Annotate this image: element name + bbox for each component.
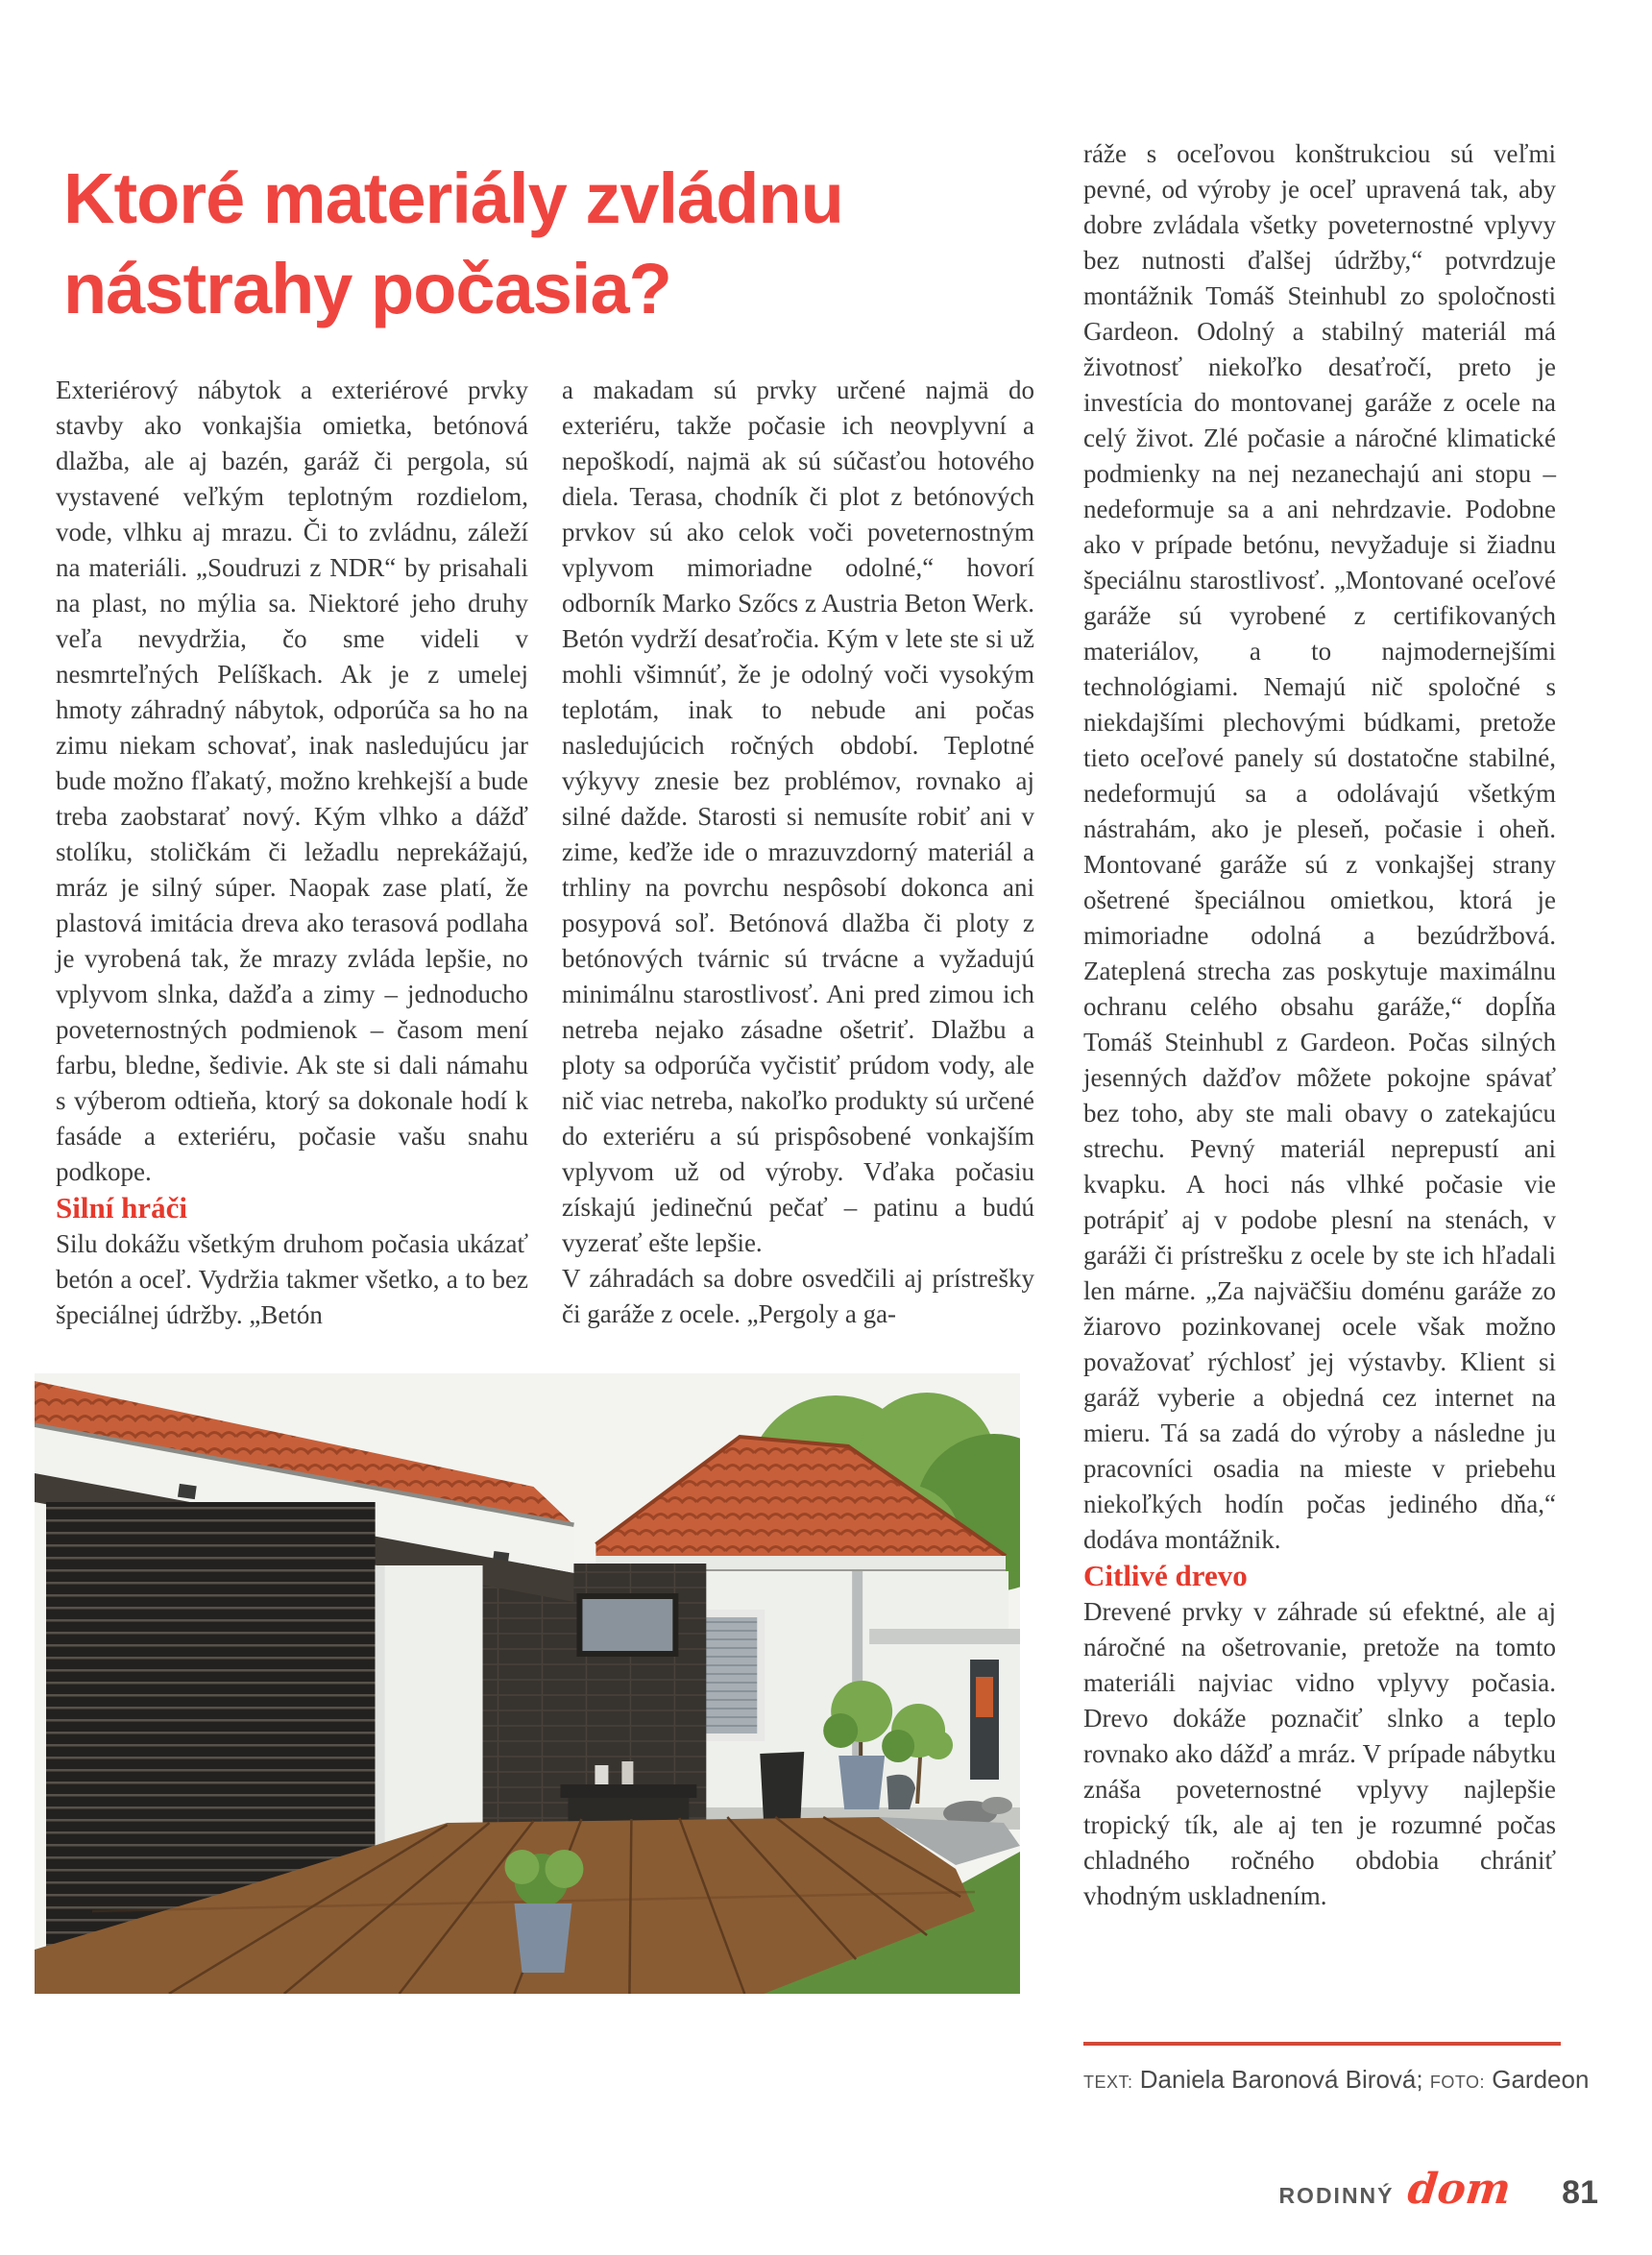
section-heading-silni-hraci: Silní hráči	[56, 1191, 187, 1224]
article-title	[63, 154, 1033, 334]
article-photo	[35, 1373, 1020, 1994]
credits-rule	[1083, 2042, 1561, 2046]
title-line-2: nástrahy počasia?	[63, 248, 671, 328]
body-paragraph: Silu dokážu všetkým druhom počasia ukázať betón a oceľ. Vydržia takmer všetko, a to bez špeciálnej údržby. „Betón	[56, 1229, 528, 1329]
rock	[982, 1797, 1012, 1814]
section-heading-citlive-drevo: Citlivé drevo	[1083, 1559, 1248, 1592]
plant-foliage	[505, 1850, 540, 1884]
tree-foliage	[882, 1730, 914, 1762]
credit-text-label: TEXT:	[1083, 2073, 1133, 2092]
fascia-vent	[178, 1484, 197, 1499]
magazine-footer	[1278, 2165, 1598, 2214]
column-3	[1083, 136, 1556, 1914]
credits	[1083, 2042, 1590, 2095]
plant-foliage	[545, 1850, 583, 1888]
column-2	[562, 373, 1034, 1332]
credit-text-value: Daniela Baronová Birová;	[1139, 2065, 1423, 2094]
cup	[621, 1761, 633, 1784]
plant-pot	[515, 1903, 572, 1973]
body-paragraph: Drevené prvky v záhrade sú efektné, ale aj náročné na ošetrovanie, pretože na tomto materiáli najviac vidno vplyvy počasia. Drevo dokáže poznačiť slnko a teplo rovnako ako dážď a mráz. V prípade nábytku znáša poveternostné vplyvy najlepšie tropický tík, ale aj ten je rozumné počas chladného ročného obdobia chrániť vhodným uskladnením.	[1083, 1597, 1556, 1910]
tree-foliage	[924, 1731, 953, 1759]
column-1	[56, 373, 528, 1333]
body-paragraph: a makadam sú prvky určené najmä do exteriéru, takže počasie ich neovplyvní a nepoškodí, najmä ak sú súčasťou hotového diela. Terasa, chodník či plot z betónových prvkov sú ako celok voči poveternostným vplyvom mimoriadne odolné,“ hovorí odborník Marko Szőcs z Austria Beton Werk. Betón vydrží desaťročia. Kým v lete ste si už mohli všimnúť, že je odolný voči vysokým teplotám, inak to nebude ani počas nasledujúcich ročných období. Teplotné výkyvy znesie bez problémov, rovnako aj silné dažde. Starosti si nemusíte robiť ani v zime, keďže ide o mrazuvzdorný materiál a trhliny na povrchu nespôsobí dokonca ani posypová soľ. Betónová dlažba či ploty z betónových tvárnic sú trvácne a vyžadujú minimálnu starostlivosť. Ani pred zimou ich netreba nejako zásadne ošetriť. Dlažbu a ploty sa odporúča vyčistiť prúdom vody, ale nič viac netreba, nakoľko produkty sú určené do exteriéru a sú prispôsobené vonkajším vplyvom už od výroby. Vďaka počasiu získajú jedinečnú pečať – patinu a budú vyzerať ešte lepšie.	[562, 376, 1034, 1257]
cup	[595, 1765, 608, 1784]
plant-foliage	[823, 1713, 858, 1748]
body-paragraph: ráže s oceľovou konštrukciou sú veľmi pevné, od výroby je oceľ upravená tak, aby dobre zvládala všetky poveternostné vplyvy bez nutnosti ďalšej údržby,“ potvrdzuje montážnik Tomáš Steinhubl zo spoločnosti Gardeon. Odolný a stabilný materiál má životnosť niekoľko desaťročí, preto je investícia do montovanej garáže z ocele na celý život. Zlé počasie a náročné klimatické podmienky na nej nezanechajú ani stopu – nedeformuje sa a ani nehrdzavie. Podobne ako v prípade betónu, nevyžaduje si žiadnu špeciálnu starostlivosť. „Montované oceľové garáže sú vyrobené z certifikovaných materiálov, a to najmodernejšími technológiami. Nemajú nič spoločné s niekdajšími plechovými búdkami, pretože tieto oceľové panely sú dostatočne stabilné, nedeformujú sa a odolávajú všetkým nástrahám, ako je pleseň, počasie i oheň. Montované garáže sú z vonkajšej strany ošetrené špeciálnou omietkou, ktorá je mimoriadne odolná a bezúdržbová. Zateplená strecha zas poskytuje maximálnu ochranu celého obsahu garáže,“ dopĺňa Tomáš Steinhubl z Gardeon. Počas silných jesenných dažďov môžete pokojne spávať bez toho, aby ste mali obavy o zatekajúcu strechu. Pevný materiál neprepustí ani kvapku. A hoci nás vlhké počasie vie potrápiť aj v podobe plesní na stenách, v garáži či prístrešku z ocele by ste ich hľadali len márne. „Za najväčšiu doménu garáže zo žiarovo pozinkovanej ocele však možno považovať rýchlosť jej výstavby. Klient si garáž vyberie a objedná cez internet na mieru. Tá sa zadá do výroby a následne ju pracovníci osadia na mieste v priebehu niekoľkých hodín počas jediného dňa,“ dodáva montážnik.	[1083, 139, 1556, 1554]
credit-photo-label: FOTO:	[1429, 2073, 1485, 2092]
small-window	[579, 1596, 675, 1654]
body-paragraph: Exteriérový nábytok a exteriérové prvky stavby ako vonkajšia omietka, betónová dlažba, ale aj bazén, garáž či pergola, sú vystavené veľkým teplotným rozdielom, vode, vlhku aj mrazu. Či to zvládnu, záleží na materiáli. „Soudruzi z NDR“ by prisahali na plast, no mýlia sa. Niektoré jeho druhy veľa nevydržia, čo sme videli v nesmrteľných Pelíškach. Ak je z umelej hmoty záhradný nábytok, odporúča sa ho na zimu niekam schovať, inak nasledujúcu jar bude možno fľakatý, možno krehkejší a bude treba zaobstarať nový. Kým vlhko a dážď stolíku, stoličkám či ležadlu neprekážajú, mráz je silný súper. Naopak zase platí, že plastová imitácia dreva ako terasová podlaha je vyrobená tak, že mrazy zvláda lepšie, no vplyvom slnka, dažďa a zimy – jednoducho poveternostných podmienok – časom mení farbu, bledne, šedivie. Ak ste si dali námahu s výberom odtieňa, ktorý sa dokonale hodí k fasáde a exteriéru, počasie vašu snahu podkope.	[56, 376, 528, 1186]
magazine-logo: dom	[1404, 2165, 1513, 2214]
wall-coping	[869, 1629, 1020, 1644]
page-number: 81	[1562, 2174, 1598, 2211]
magazine-name: RODINNÝ	[1278, 2183, 1395, 2208]
body-paragraph: V záhradách sa dobre osvedčili aj prístrešky či garáže z ocele. „Pergoly a ga-	[562, 1264, 1034, 1328]
plant-pot	[838, 1756, 885, 1809]
title-line-1: Ktoré materiály zvládnu	[63, 158, 843, 238]
photo-illustration	[35, 1373, 1020, 1994]
credit-line	[1083, 2065, 1590, 2095]
narrow-window-light	[976, 1677, 993, 1717]
credit-photo-value: Gardeon	[1492, 2065, 1590, 2094]
